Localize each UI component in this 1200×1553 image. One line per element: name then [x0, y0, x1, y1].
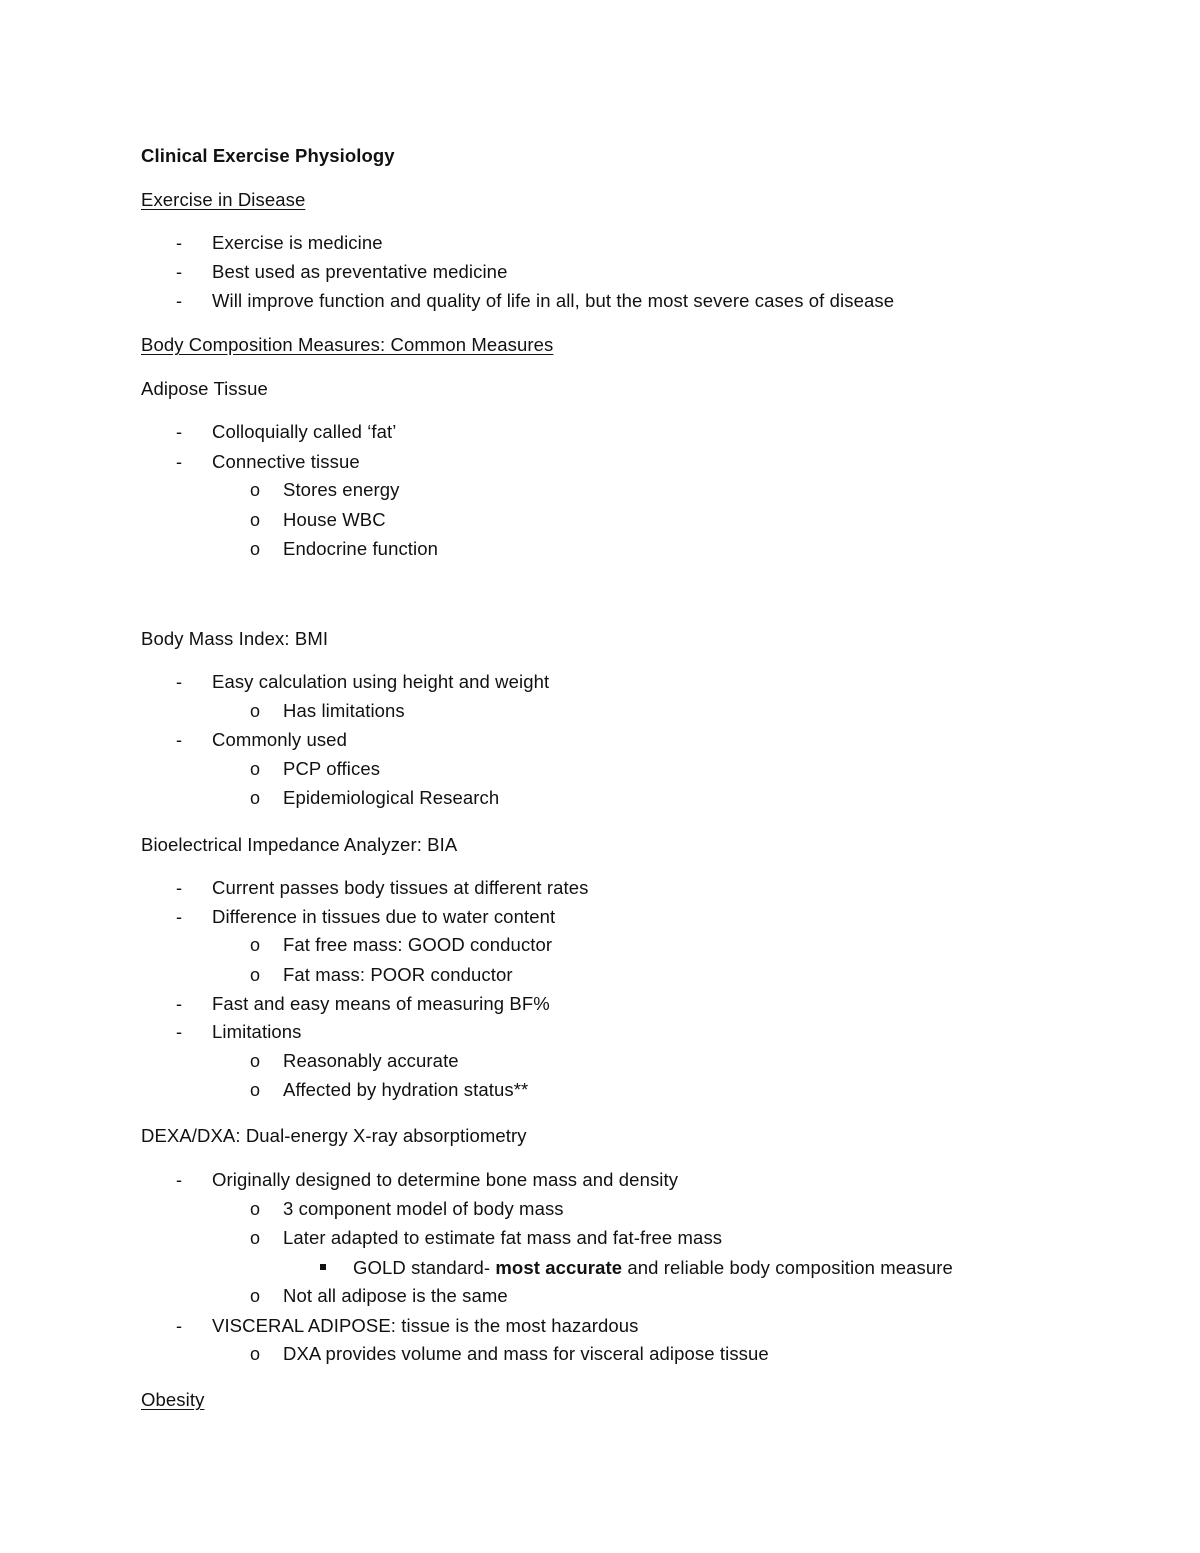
dash-bullet: -: [176, 452, 182, 472]
list-item: Will improve function and quality of life in all, but the most severe cases of disease: [212, 290, 895, 311]
circle-bullet: o: [250, 1344, 261, 1364]
subheading-bia: Bioelectrical Impedance Analyzer: BIA: [141, 834, 458, 855]
most-accurate-text: most accurate: [495, 1257, 623, 1278]
document-title: Clinical Exercise Physiology: [141, 145, 395, 166]
dash-bullet: -: [176, 422, 182, 442]
dash-bullet: -: [176, 1170, 182, 1190]
circle-bullet: o: [250, 1080, 261, 1100]
circle-bullet: o: [250, 480, 261, 500]
list-item: Colloquially called ‘fat’: [212, 421, 397, 442]
list-item: Best used as preventative medicine: [212, 261, 508, 282]
circle-bullet: o: [250, 965, 261, 985]
sub-list-item: Later adapted to estimate fat mass and fat-free mass: [283, 1227, 723, 1248]
sub-list-item: Affected by hydration status**: [283, 1079, 529, 1100]
circle-bullet: o: [250, 1199, 261, 1219]
list-item: Commonly used: [212, 729, 347, 750]
dash-bullet: -: [176, 233, 182, 253]
list-item: Current passes body tissues at different rates: [212, 877, 589, 898]
circle-bullet: o: [250, 1286, 261, 1306]
circle-bullet: o: [250, 701, 261, 721]
sub-list-item: Reasonably accurate: [283, 1050, 459, 1071]
section-heading-body-composition: Body Composition Measures: Common Measures: [141, 334, 554, 355]
dash-bullet: -: [176, 1316, 182, 1336]
sub-list-item: Fat mass: POOR conductor: [283, 964, 513, 985]
dash-bullet: -: [176, 1022, 182, 1042]
circle-bullet: o: [250, 1228, 261, 1248]
list-item: Fast and easy means of measuring BF%: [212, 993, 550, 1014]
list-item: Difference in tissues due to water content: [212, 906, 556, 927]
circle-bullet: o: [250, 935, 261, 955]
sub-list-item: Fat free mass: GOOD conductor: [283, 934, 553, 955]
circle-bullet: o: [250, 788, 261, 808]
dash-bullet: -: [176, 994, 182, 1014]
circle-bullet: o: [250, 1051, 261, 1071]
dash-bullet: -: [176, 291, 182, 311]
list-item: Easy calculation using height and weight: [212, 671, 550, 692]
list-item: Limitations: [212, 1021, 302, 1042]
dash-bullet: -: [176, 730, 182, 750]
circle-bullet: o: [250, 510, 261, 530]
sub-list-item: House WBC: [283, 509, 386, 530]
reliable-measure-text: and reliable body composition measure: [622, 1257, 953, 1278]
list-item: Originally designed to determine bone mass and density: [212, 1169, 679, 1190]
circle-bullet: o: [250, 539, 261, 559]
sub-list-item: Has limitations: [283, 700, 405, 721]
list-item: Exercise is medicine: [212, 232, 383, 253]
sub-list-item: Stores energy: [283, 479, 400, 500]
gold-standard-text: GOLD standard-: [353, 1257, 496, 1278]
subheading-bmi: Body Mass Index: BMI: [141, 628, 329, 649]
sub-list-item: DXA provides volume and mass for visceral adipose tissue: [283, 1343, 769, 1364]
square-bullet-icon: [320, 1264, 326, 1270]
circle-bullet: o: [250, 759, 261, 779]
list-item: Connective tissue: [212, 451, 360, 472]
sub-sub-list-item: [353, 1257, 953, 1279]
section-heading-obesity: Obesity: [141, 1389, 205, 1410]
dash-bullet: -: [176, 262, 182, 282]
list-item: VISCERAL ADIPOSE: tissue is the most hazardous: [212, 1315, 639, 1336]
subheading-adipose-tissue: Adipose Tissue: [141, 378, 268, 399]
sub-list-item: Not all adipose is the same: [283, 1285, 508, 1306]
dash-bullet: -: [176, 672, 182, 692]
section-heading-exercise-in-disease: Exercise in Disease: [141, 189, 306, 210]
sub-list-item: Endocrine function: [283, 538, 439, 559]
sub-list-item: 3 component model of body mass: [283, 1198, 564, 1219]
subheading-dexa: DEXA/DXA: Dual-energy X-ray absorptiometry: [141, 1125, 527, 1146]
sub-list-item: PCP offices: [283, 758, 381, 779]
dash-bullet: -: [176, 907, 182, 927]
sub-list-item: Epidemiological Research: [283, 787, 500, 808]
dash-bullet: -: [176, 878, 182, 898]
